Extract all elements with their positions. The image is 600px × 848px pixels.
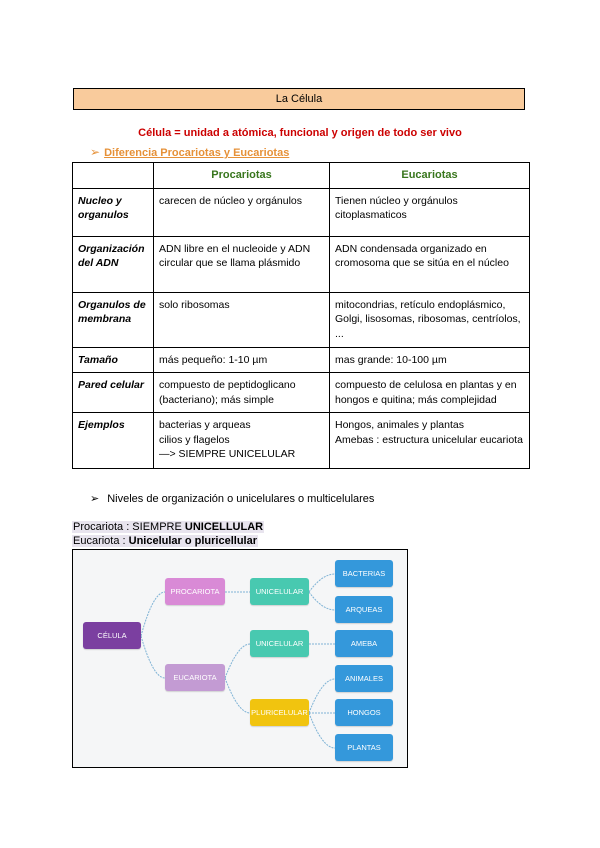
table-header-row [73,163,530,189]
table-row [73,373,530,413]
levels-bullet-text: Niveles de organización o unicelulares o multicelulares [107,493,375,505]
cell-procariotas: ADN libre en el nucleoide y ADN circular que se llama plásmido [154,236,330,292]
procariota-line [72,521,264,533]
node-ameba: AMEBA [335,630,393,657]
bullet-arrow-icon: ➢ [90,493,100,505]
node-eucariota: EUCARIOTA [165,664,225,691]
cell-eucariotas: mas grande: 10-100 µm [330,347,530,373]
eucariota-value: Unicelular o pluricellular [128,535,258,547]
table-row [73,413,530,469]
node-arqueas: ARQUEAS [335,596,393,623]
table-header-eucariotas: Eucariotas [330,163,530,189]
page-title [73,88,525,110]
node-animales: ANIMALES [335,665,393,692]
connector-unicelular-arqueas [309,592,335,610]
cell-eucariotas: compuesto de celulosa en plantas y en hongos e quitina; más complejidad [330,373,530,413]
row-label: Ejemplos [73,413,154,469]
cell-procariotas: más pequeño: 1-10 µm [154,347,330,373]
table-row [73,347,530,373]
connector-celula-procariota [141,592,165,636]
row-label: Organulos de membrana [73,292,154,347]
node-celula: CÉLULA [83,622,141,649]
procariota-value: UNICELLULAR [184,521,264,533]
eucariota-line [72,535,258,547]
row-label: Tamaño [73,347,154,373]
connector-eucariota-pluricelular [225,678,250,713]
bullet-arrow-icon: ➢ [90,145,101,159]
row-label: Pared celular [73,373,154,413]
cell-eucariotas: Tienen núcleo y orgánulos citoplasmaticos [330,188,530,236]
cell-procariotas: bacterias y arqueas cilios y flagelos —> SIEMPRE UNICELULAR [154,413,330,469]
connector-eucariota-unicelular [225,644,250,678]
node-procariota: PROCARIOTA [165,578,225,605]
cell-definition: Célula = unidad a atómica, funcional y origen de todo ser vivo [138,127,462,139]
connector-pluricelular-plantas [309,713,335,748]
connector-celula-eucariota [141,636,165,678]
node-plantas: PLANTAS [335,734,393,761]
row-label: Nucleo y organulos [73,188,154,236]
section-subtitle [90,145,289,159]
cell-procariotas: carecen de núcleo y orgánulos [154,188,330,236]
node-pluricelular: PLURICELULAR [250,699,309,726]
cell-classification-diagram [72,549,408,768]
connector-unicelular-bacterias [309,574,335,592]
cell-procariotas: compuesto de peptidoglicano (bacteriano); más simple [154,373,330,413]
table-header-procariotas: Procariotas [154,163,330,189]
table-header-empty [73,163,154,189]
page-title-text: La Célula [275,93,323,105]
node-bacterias: BACTERIAS [335,560,393,587]
node-unicelular-procariota: UNICELULAR [250,578,309,605]
eucariota-label: Eucariota : [73,535,129,547]
cell-procariotas: solo ribosomas [154,292,330,347]
row-label: Organización del ADN [73,236,154,292]
comparison-table [72,162,530,469]
node-hongos: HONGOS [335,699,393,726]
table-row [73,236,530,292]
node-unicelular-eucariota: UNICELULAR [250,630,309,657]
table-row [73,292,530,347]
cell-eucariotas: Hongos, animales y plantas Amebas : estructura unicelular eucariota [330,413,530,469]
subtitle-text: Diferencia Procariotas y Eucariotas [104,147,290,159]
levels-bullet [90,492,374,505]
cell-eucariotas: mitocondrias, retículo endoplásmico, Golgi, lisosomas, ribosomas, centríolos, ... [330,292,530,347]
procariota-label: Procariota : SIEMPRE [73,521,185,533]
connector-pluricelular-animales [309,679,335,713]
cell-eucariotas: ADN condensada organizado en cromosoma que se sitúa en el núcleo [330,236,530,292]
table-row [73,188,530,236]
